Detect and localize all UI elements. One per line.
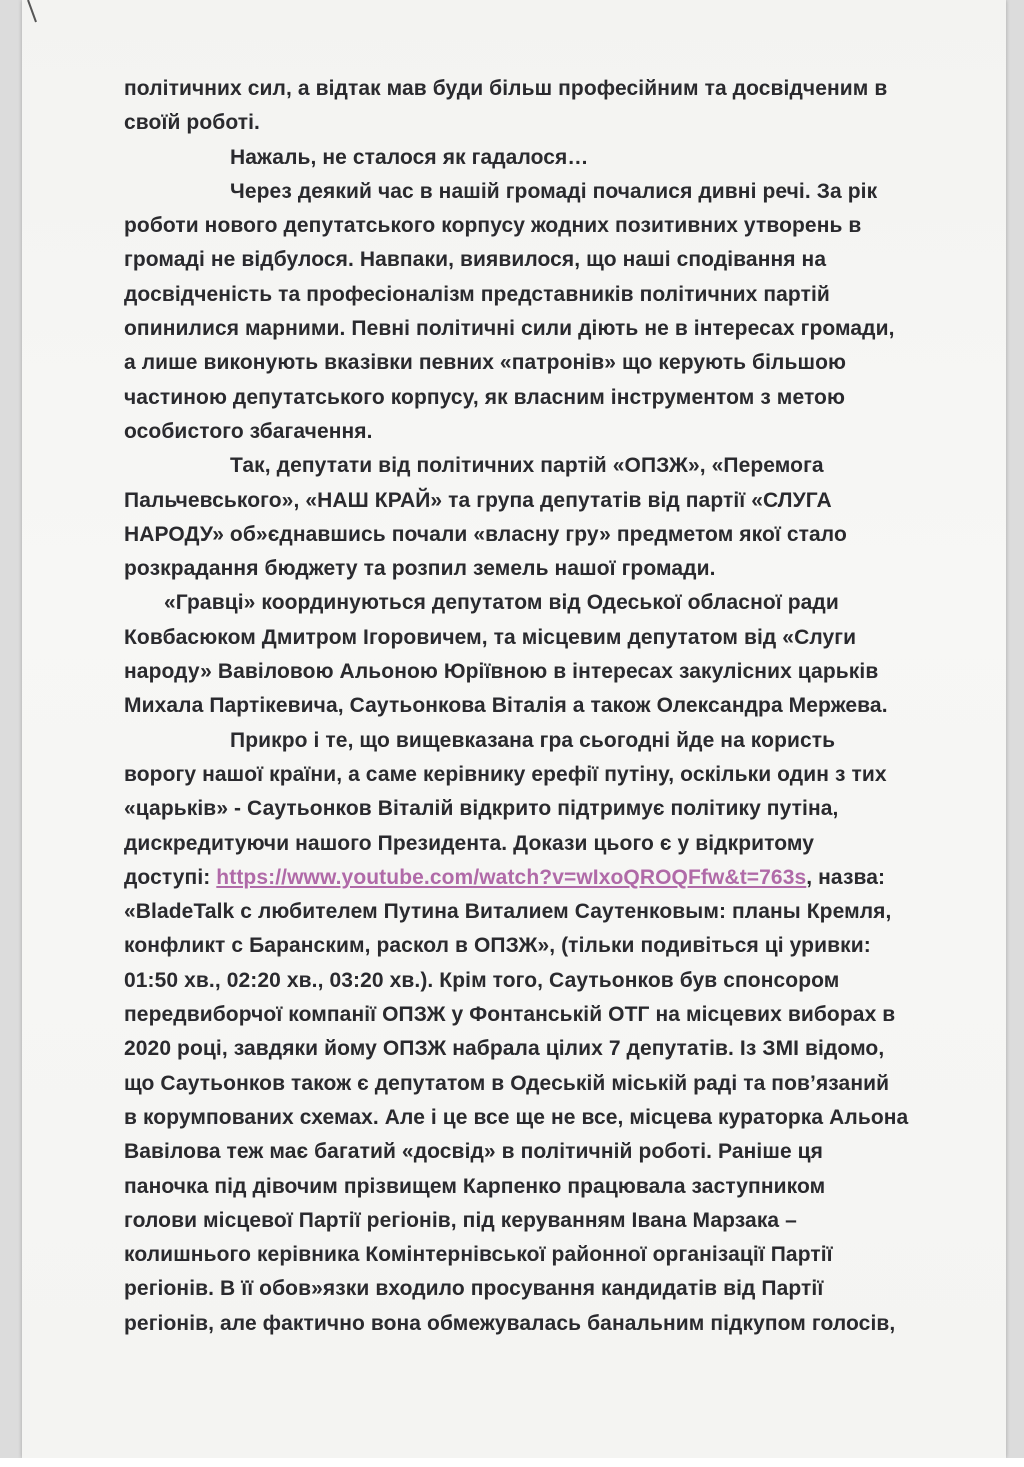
text-line: голови місцевої Партії регіонів, під керуванням Івана Марзака – [124, 1208, 797, 1232]
text-line: а лише виконують вказівки певних «патронів» що керують більшою [124, 351, 847, 375]
text-line: регіонів. В її обов»язки входило просування кандидатів від Партії [124, 1277, 824, 1301]
document-body [124, 72, 969, 1341]
text-line: «царьків» - Саутьонков Віталій відкрито підтримує політику путіна, [124, 797, 839, 821]
text-line: Так, депутати від політичних партій «ОПЗЖ», «Перемога [230, 454, 824, 478]
text-line: в корумпованих схемах. Але і це все ще не все, місцева кураторка Альона [124, 1105, 909, 1129]
text-line: передвиборчої компанії ОПЗЖ у Фонтанській ОТГ на місцевих виборах в [124, 1003, 896, 1027]
text-line: конфликт с Баранским, раскол в ОПЗЖ», (тільки подивіться ці уривки: [124, 934, 871, 958]
text-line: роботи нового депутатського корпусу жодних позитивних утворень в [124, 214, 862, 238]
text-line: особистого збагачення. [124, 419, 373, 443]
text-line: Нажаль, не сталося як гадалося… [230, 145, 589, 169]
text-line: що Саутьонков також є депутатом в Одеській міській раді та пов’язаний [124, 1071, 890, 1095]
text-line: дискредитуючи нашого Президента. Докази цього є у відкритому [124, 831, 815, 855]
text-line: народу» Вавіловою Альоною Юріївною в інтересах закулісних царьків [124, 660, 879, 684]
text-line: опинилися марними. Певні політичні сили діють не в інтересах громади, [124, 317, 895, 341]
text-line: частиною депутатського корпусу, як власним інструментом з метою [124, 385, 846, 409]
text-line: своїй роботі. [124, 111, 260, 135]
text-line: громаді не відбулося. Навпаки, виявилося, що наші сподівання на [124, 248, 827, 272]
text-line: регіонів, але фактично вона обмежувалась банальним підкупом голосів, [124, 1311, 896, 1335]
text-line: НАРОДУ» об»єднавшись почали «власну гру» предметом якої стало [124, 522, 847, 546]
text-line: Вавілова теж має багатий «досвід» в політичній роботі. Раніше ця [124, 1140, 824, 1164]
text-line: паночка під дівочим прізвищем Карпенко працювала заступником [124, 1174, 826, 1198]
text-line: Ковбасюком Дмитром Ігоровичем, та місцевим депутатом від «Слуги [124, 625, 857, 649]
text-line: Через деякий час в нашій громаді почалися дивні речі. За рік [230, 179, 878, 203]
text-line: колишнього керівника Комінтернівської районної організації Партії [124, 1243, 833, 1267]
document-page [22, 0, 1006, 1458]
text-line: Прикро і те, що вищевказана гра сьогодні йде на користь [230, 728, 836, 752]
text-line: Пальчевського», «НАШ КРАЙ» та група депутатів від партії «СЛУГА [124, 488, 832, 512]
fold-mark-icon [22, 0, 62, 30]
text-line-with-link [124, 861, 969, 895]
text-line: розкрадання бюджету та розпил земель нашої громади. [124, 557, 716, 581]
text-line: політичних сил, а відтак мав буди більш професійним та досвідченим в [124, 77, 888, 100]
text-line: «BladeTalk с любителем Путина Виталием Саутенковым: планы Кремля, [124, 900, 892, 924]
text-line: «Гравці» координуються депутатом від Одеської обласної ради [164, 591, 839, 615]
link-prefix: доступі: [124, 865, 217, 889]
link-suffix: , назва: [806, 865, 886, 889]
text-line: досвідченість та професіоналізм представників політичних партій [124, 282, 830, 306]
youtube-link[interactable]: https://www.youtube.com/watch?v=wIxoQROQFfw&t=763s [216, 865, 807, 889]
text-line: 2020 році, завдяки йому ОПЗЖ набрала цілих 7 депутатів. Із ЗМІ відомо, [124, 1037, 885, 1061]
bottom-strip [0, 1458, 1024, 1467]
text-line: Михала Партікевича, Саутьонкова Віталія а також Олександра Мержева. [124, 694, 888, 718]
text-line: ворогу нашої країни, а саме керівнику ерефії путіну, оскільки один з тих [124, 762, 887, 786]
text-line: 01:50 хв., 02:20 хв., 03:20 хв.). Крім того, Саутьонков був спонсором [124, 968, 840, 992]
